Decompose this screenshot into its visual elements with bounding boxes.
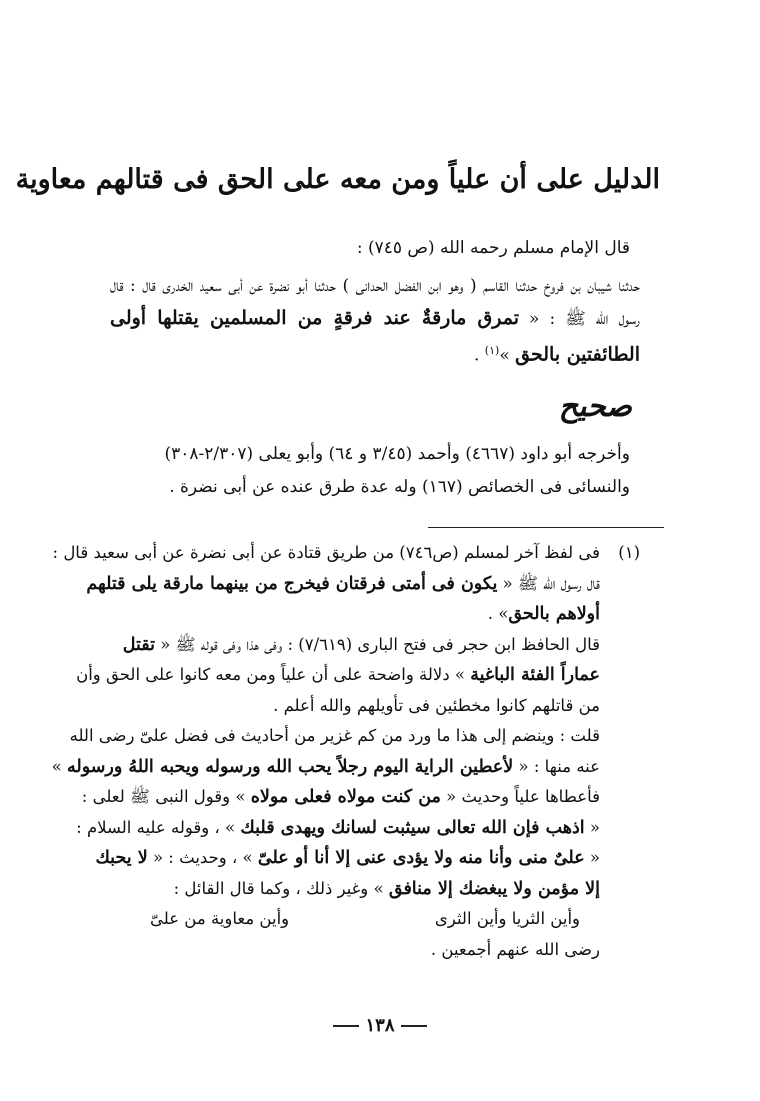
hadith-close: » (499, 345, 510, 366)
verse-first-hemistich: وأين الثريا وأين الثرى (434, 909, 580, 928)
footnote-line: قال الحافظ ابن حجر فى فتح البارى (٧/٦١٩) : وفى هذا وفى قوله ﷺ « تقتل (122, 634, 600, 655)
verse-second-hemistich: وأين معاوية من علىّ (150, 909, 290, 928)
footnote (51, 538, 640, 965)
footnote-line: « اذهب فإن الله تعالى سيثبت لسانك ويهدى قلبك » ، وقوله عليه السلام : (76, 817, 600, 838)
footnote-line: « علىٌ منى وأنا منه ولا يؤدى عنى إلا أنا أو علىّ » ، وحديث : « لا يحبك (95, 848, 600, 868)
takhrij-line: والنسائى فى الخصائص (١٦٧) وله عدة طرق عنده عن أبى نضرة . (169, 477, 630, 497)
chapter-title: الدليل على أن علياً ومن معه على الحق فى قتالهم معاوية (15, 164, 660, 195)
footnote-line: قلت : وينضم إلى هذا ما ورد من كم غزير من أحاديث فى فضل علىّ رضى الله (69, 726, 600, 745)
page-number: ١٣٨ (0, 1015, 760, 1036)
footnote-line: أولاهم بالحق» . (487, 604, 600, 624)
footnote-line: قال رسول الله ﷺ « يكون فى أمتى فرقتان فيخرج من بينهما مارقة يلى قتلهم (86, 573, 600, 594)
hadith-grade: صحيح (558, 389, 632, 424)
hadith-matn: تمرق مارقةٌ عند فرقةٍ من المسلمين يقتلها أولى الطائفتين بالحق (110, 307, 640, 366)
footnote-line: فأعطاها علياً وحديث « من كنت مولاه فعلى مولاه » وقول النبى ﷺ لعلى : (81, 787, 600, 807)
footnote-line: رضى الله عنهم أجمعين . (430, 939, 600, 959)
footnote-line: من قاتلهم كانوا مخطئين فى تأويلهم والله أعلم . (273, 695, 600, 715)
hadith-text (110, 270, 640, 372)
intro-line: قال الإمام مسلم رحمه الله (ص ٧٤٥) : (356, 238, 630, 258)
footnote-line: إلا مؤمن ولا يبغضك إلا منافق » وغير ذلك ، وكما قال القائل : (173, 878, 600, 899)
footnote-line: عماراً الفئة الباغية » دلالة واضحة على أن علياً ومن معه كانوا على الحق وأن (76, 665, 600, 685)
footnote-line: عنه منها : « لأعطين الراية اليوم رجلاً يحب الله ورسوله ويحبه اللهُ ورسوله » (51, 756, 600, 777)
page-number-dash (401, 1025, 427, 1027)
hadith-end: . (473, 345, 480, 366)
page-number-dash (333, 1025, 359, 1027)
takhrij-line: وأخرجه أبو داود (٤٦٦٧) وأحمد (٣/٤٥ و ٦٤) وأبو يعلى (٢/٣٠٧-٣٠٨) (164, 444, 630, 464)
footnote-line: فى لفظ آخر لمسلم (ص٧٤٦) من طريق قتادة عن أبى نضرة عن أبى سعيد قال : (52, 543, 600, 562)
poetry-verse (150, 904, 580, 935)
footnote-number: (١) (618, 543, 640, 562)
footnote-divider (428, 527, 664, 528)
takhrij-paragraph (105, 438, 630, 504)
hadith-isnad: حدثنا شيبان بن فروخ حدثنا القاسم ( وهو ابن الفضل الحدانى ) حدثنا أبو نضرة عن أبى سعيد الخدرى قال : قال رسول الله ﷺ : « (110, 276, 640, 329)
footnote-ref[interactable]: (١) (484, 344, 500, 357)
